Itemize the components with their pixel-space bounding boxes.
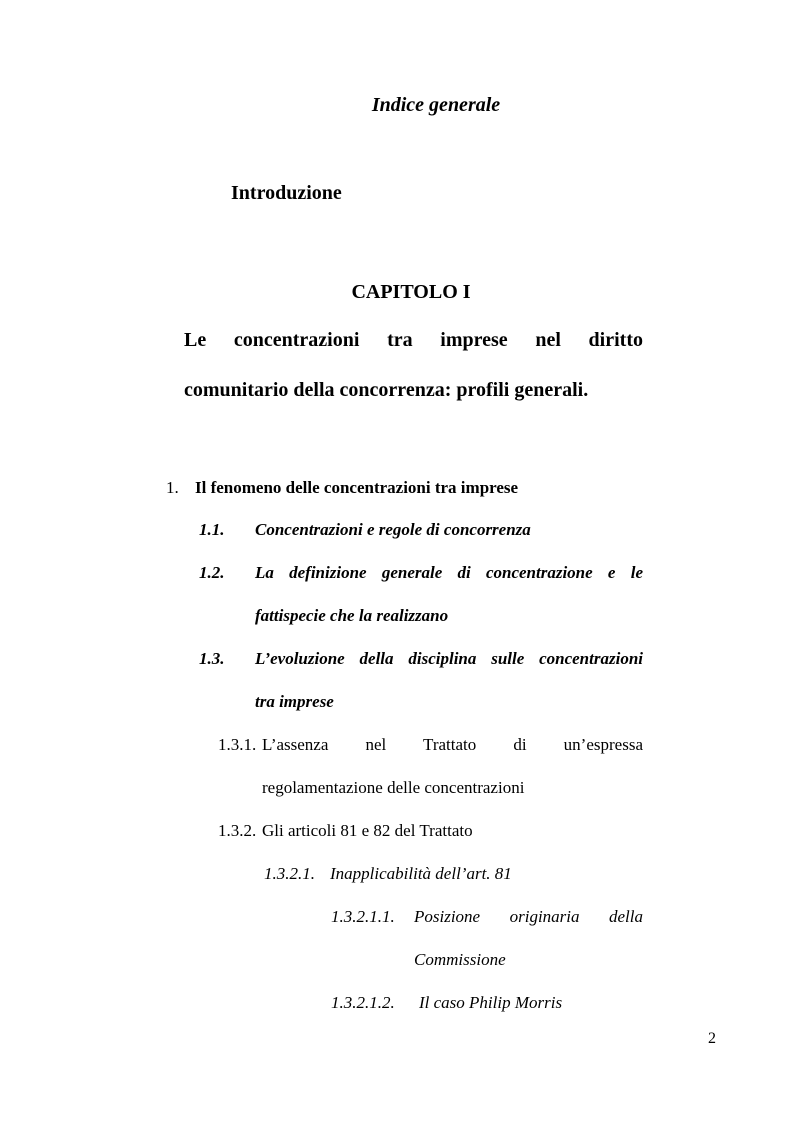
toc-number: 1. (166, 478, 179, 497)
toc-title-line1: L’evoluzione della disciplina sulle concentrazioni (255, 649, 643, 668)
toc-number: 1.3.2.1.2. (331, 993, 395, 1012)
toc-title: Gli articoli 81 e 82 del Trattato (262, 821, 473, 840)
toc-title-line2: tra imprese (255, 692, 334, 711)
toc-title-line1: L’assenza nel Trattato di un’espressa (262, 735, 643, 754)
toc-number: 1.3.2.1.1. (331, 907, 395, 926)
toc-number: 1.3. (199, 649, 225, 668)
introduction-heading[interactable]: Introduzione (231, 182, 342, 204)
toc-title: Concentrazioni e regole di concorrenza (255, 520, 531, 539)
toc-title: Il fenomeno delle concentrazioni tra imprese (195, 478, 519, 497)
toc-title: Inapplicabilità dell’art. 81 (330, 864, 512, 883)
toc-title-line2: regolamentazione delle concentrazioni (262, 778, 525, 797)
toc-number: 1.1. (199, 520, 225, 539)
toc-title-line1: Posizione originaria della (414, 907, 643, 926)
toc-title-line2: Commissione (414, 950, 506, 969)
toc-number: 1.2. (199, 563, 225, 582)
toc-number: 1.3.1. (218, 735, 257, 754)
toc-title-line1: La definizione generale di concentrazione e le (255, 563, 643, 582)
toc-title: Il caso Philip Morris (419, 993, 563, 1012)
chapter-subtitle-line2: comunitario della concorrenza: profili generali. (184, 379, 589, 401)
toc-number: 1.3.2.1. (264, 864, 315, 883)
page-number: 2 (708, 1030, 716, 1047)
toc-title-line2: fattispecie che la realizzano (255, 606, 449, 625)
index-title: Indice generale (371, 94, 501, 116)
chapter-label: CAPITOLO I (351, 281, 471, 303)
chapter-subtitle-line1: Le concentrazioni tra imprese nel diritto (184, 329, 643, 351)
toc-number: 1.3.2. (218, 821, 257, 840)
